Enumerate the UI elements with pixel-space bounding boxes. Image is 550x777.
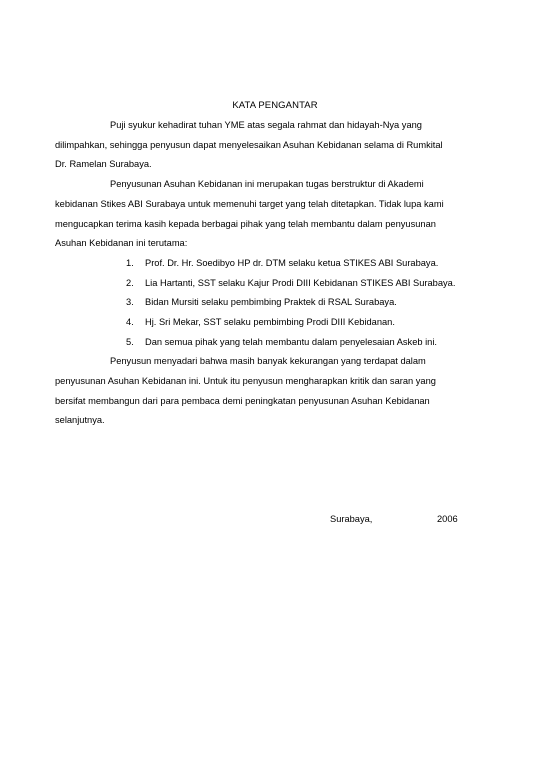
paragraph-2-line-3: mengucapkan terima kasih kepada berbagai pihak yang telah membantu dalam penyusunan	[55, 219, 436, 229]
list-item	[126, 278, 455, 288]
list-text: Dan semua pihak yang telah membantu dalam penyelesaian Askeb ini.	[145, 337, 437, 347]
list-text: Prof. Dr. Hr. Soedibyo HP dr. DTM selaku ketua STIKES ABI Surabaya.	[145, 258, 439, 268]
list-text: Bidan Mursiti selaku pembimbing Praktek di RSAL Surabaya.	[145, 297, 397, 307]
signature-city: Surabaya,	[330, 514, 373, 524]
paragraph-1-line-3: Dr. Ramelan Surabaya.	[55, 159, 152, 169]
list-item	[126, 258, 438, 268]
list-number: 4.	[126, 317, 134, 327]
paragraph-2-line-1: Penyusunan Asuhan Kebidanan ini merupakan tugas berstruktur di Akademi	[110, 179, 424, 189]
list-number: 3.	[126, 297, 134, 307]
paragraph-2-line-4: Asuhan Kebidanan ini terutama:	[55, 238, 188, 248]
list-number: 5.	[126, 337, 134, 347]
paragraph-3-line-2: penyusunan Asuhan Kebidanan ini. Untuk itu penyusun mengharapkan kritik dan saran yang	[55, 376, 436, 386]
list-number: 2.	[126, 278, 134, 288]
paragraph-2-line-2: kebidanan Stikes ABI Surabaya untuk memenuhi target yang telah ditetapkan. Tidak lupa kami	[55, 199, 444, 209]
list-text: Lia Hartanti, SST selaku Kajur Prodi DIII Kebidanan STIKES ABI Surabaya.	[145, 278, 456, 288]
paragraph-3-line-4: selanjutnya.	[55, 415, 105, 425]
list-text: Hj. Sri Mekar, SST selaku pembimbing Prodi DIII Kebidanan.	[145, 317, 395, 327]
paragraph-1-line-2: dilimpahkan, sehingga penyusun dapat menyelesaikan Asuhan Kebidanan selama di Rumkital	[55, 140, 443, 150]
paragraph-3-line-3: bersifat membangun dari para pembaca demi peningkatan penyusunan Asuhan Kebidanan	[55, 396, 430, 406]
paragraph-3-line-1: Penyusun menyadari bahwa masih banyak kekurangan yang terdapat dalam	[110, 356, 426, 366]
signature-year: 2006	[437, 514, 458, 524]
paragraph-1-line-1: Puji syukur kehadirat tuhan YME atas segala rahmat dan hidayah-Nya yang	[110, 120, 422, 130]
list-item	[126, 337, 437, 347]
list-number: 1.	[126, 258, 134, 268]
page-title: KATA PENGANTAR	[232, 100, 318, 111]
list-item	[126, 297, 397, 307]
list-item	[126, 317, 395, 327]
